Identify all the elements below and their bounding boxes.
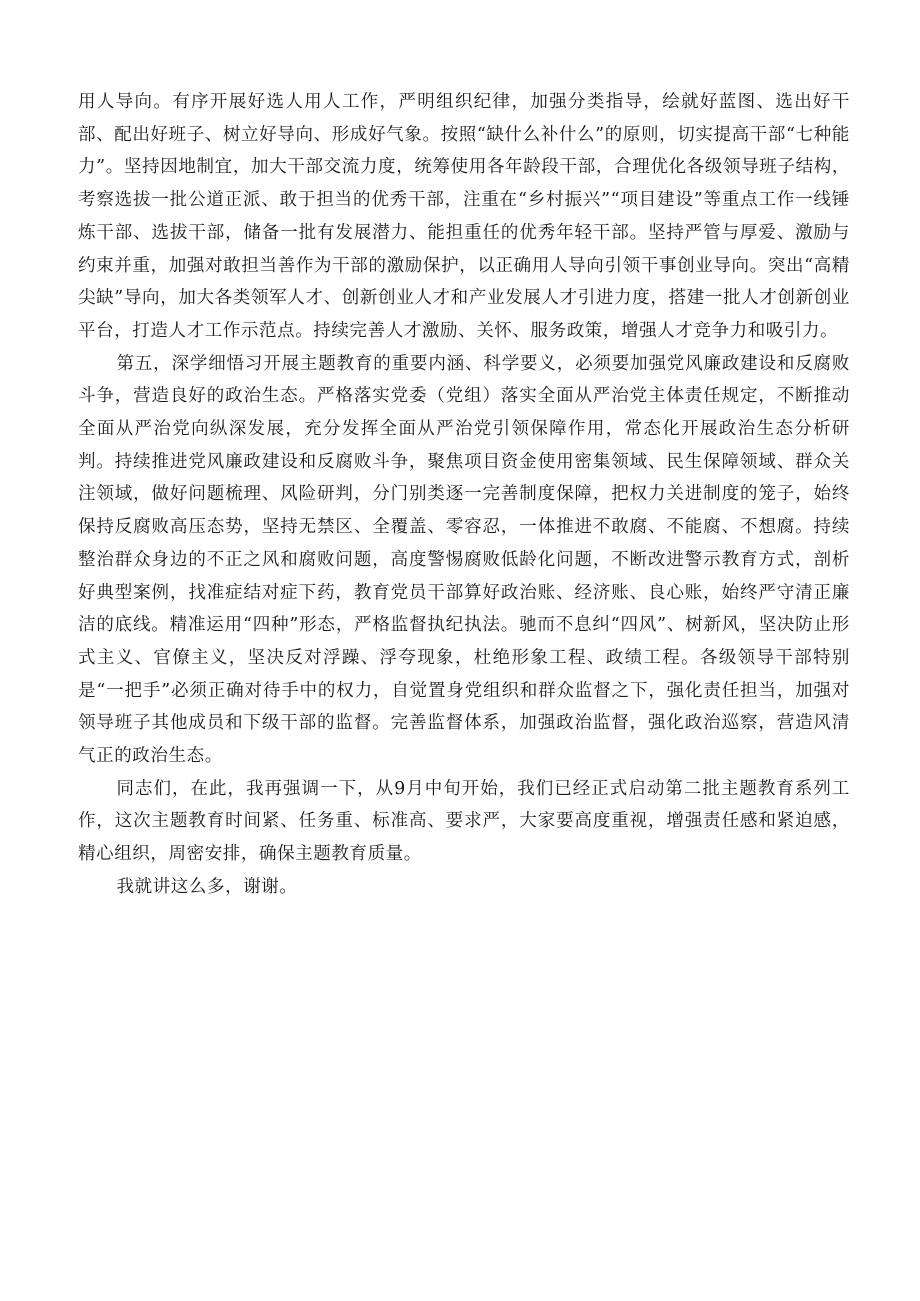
document-body bbox=[78, 86, 850, 904]
paragraph-closing: 我就讲这么多，谢谢。 bbox=[116, 876, 298, 897]
paragraph-comrades-emphasis: 同志们，在此，我再强调一下，从9月中旬开始，我们已经正式启动第二批主题教育系列工作，这次主题教育时间紧、任务重、标准高、要求严，大家要高度重视，增强责任感和紧迫感，精心组织，周密安排，确保主题教育质量。 bbox=[78, 778, 850, 865]
paragraph-talent-guidance: 用人导向。有序开展好选人用人工作，严明组织纪律，加强分类指导，绘就好蓝图、选出好干部、配出好班子、树立好导向、形成好气象。按照“缺什么补什么”的原则，切实提高干部“七种能力”。坚持因地制宜，加大干部交流力度，统筹使用各年龄段干部，合理优化各级领导班子结构，考察选拔一批公道正派、敢于担当的优秀干部，注重在“乡村振兴”“项目建设”等重点工作一线锤炼干部、选拔干部，储备一批有发展潜力、能担重任的优秀年轻干部。坚持严管与厚爱、激励与约束并重，加强对敢担当善作为干部的激励保护，以正确用人导向引领干事创业导向。突出“高精尖缺”导向，加大各类领军人才、创新创业人才和产业发展人才引进力度，搭建一批人才创新创业平台，打造人才工作示范点。持续完善人才激励、关怀、服务政策，增强人才竞争力和吸引力。 bbox=[78, 92, 850, 341]
paragraph-fifth-point: 第五，深学细悟习开展主题教育的重要内涵、科学要义，必须要加强党风廉政建设和反腐败斗争，营造良好的政治生态。严格落实党委（党组）落实全面从严治党主体责任规定，不断推动全面从严治党向纵深发展，充分发挥全面从严治党引领保障作用，常态化开展政治生态分析研判。持续推进党风廉政建设和反腐败斗争，聚焦项目资金使用密集领域、民生保障领域、群众关注领域，做好问题梳理、风险研判，分门别类逐一完善制度保障，把权力关进制度的笼子，始终保持反腐败高压态势，坚持无禁区、全覆盖、零容忍，一体推进不敢腐、不能腐、不想腐。持续整治群众身边的不正之风和腐败问题，高度警惕腐败低龄化问题，不断改进警示教育方式，剖析好典型案例，找准症结对症下药，教育党员干部算好政治账、经济账、良心账，始终严守清正廉洁的底线。精准运用“四种”形态，严格监督执纪执法。驰而不息纠“四风”、树新风，坚决防止形式主义、官僚主义，坚决反对浮躁、浮夸现象，杜绝形象工程、政绩工程。各级领导干部特别是“一把手”必须正确对待手中的权力，自觉置身党组织和群众监督之下，强化责任担当，加强对领导班子其他成员和下级干部的监督。完善监督体系，加强政治监督，强化政治巡察，营造风清气正的政治生态。 bbox=[78, 353, 850, 767]
